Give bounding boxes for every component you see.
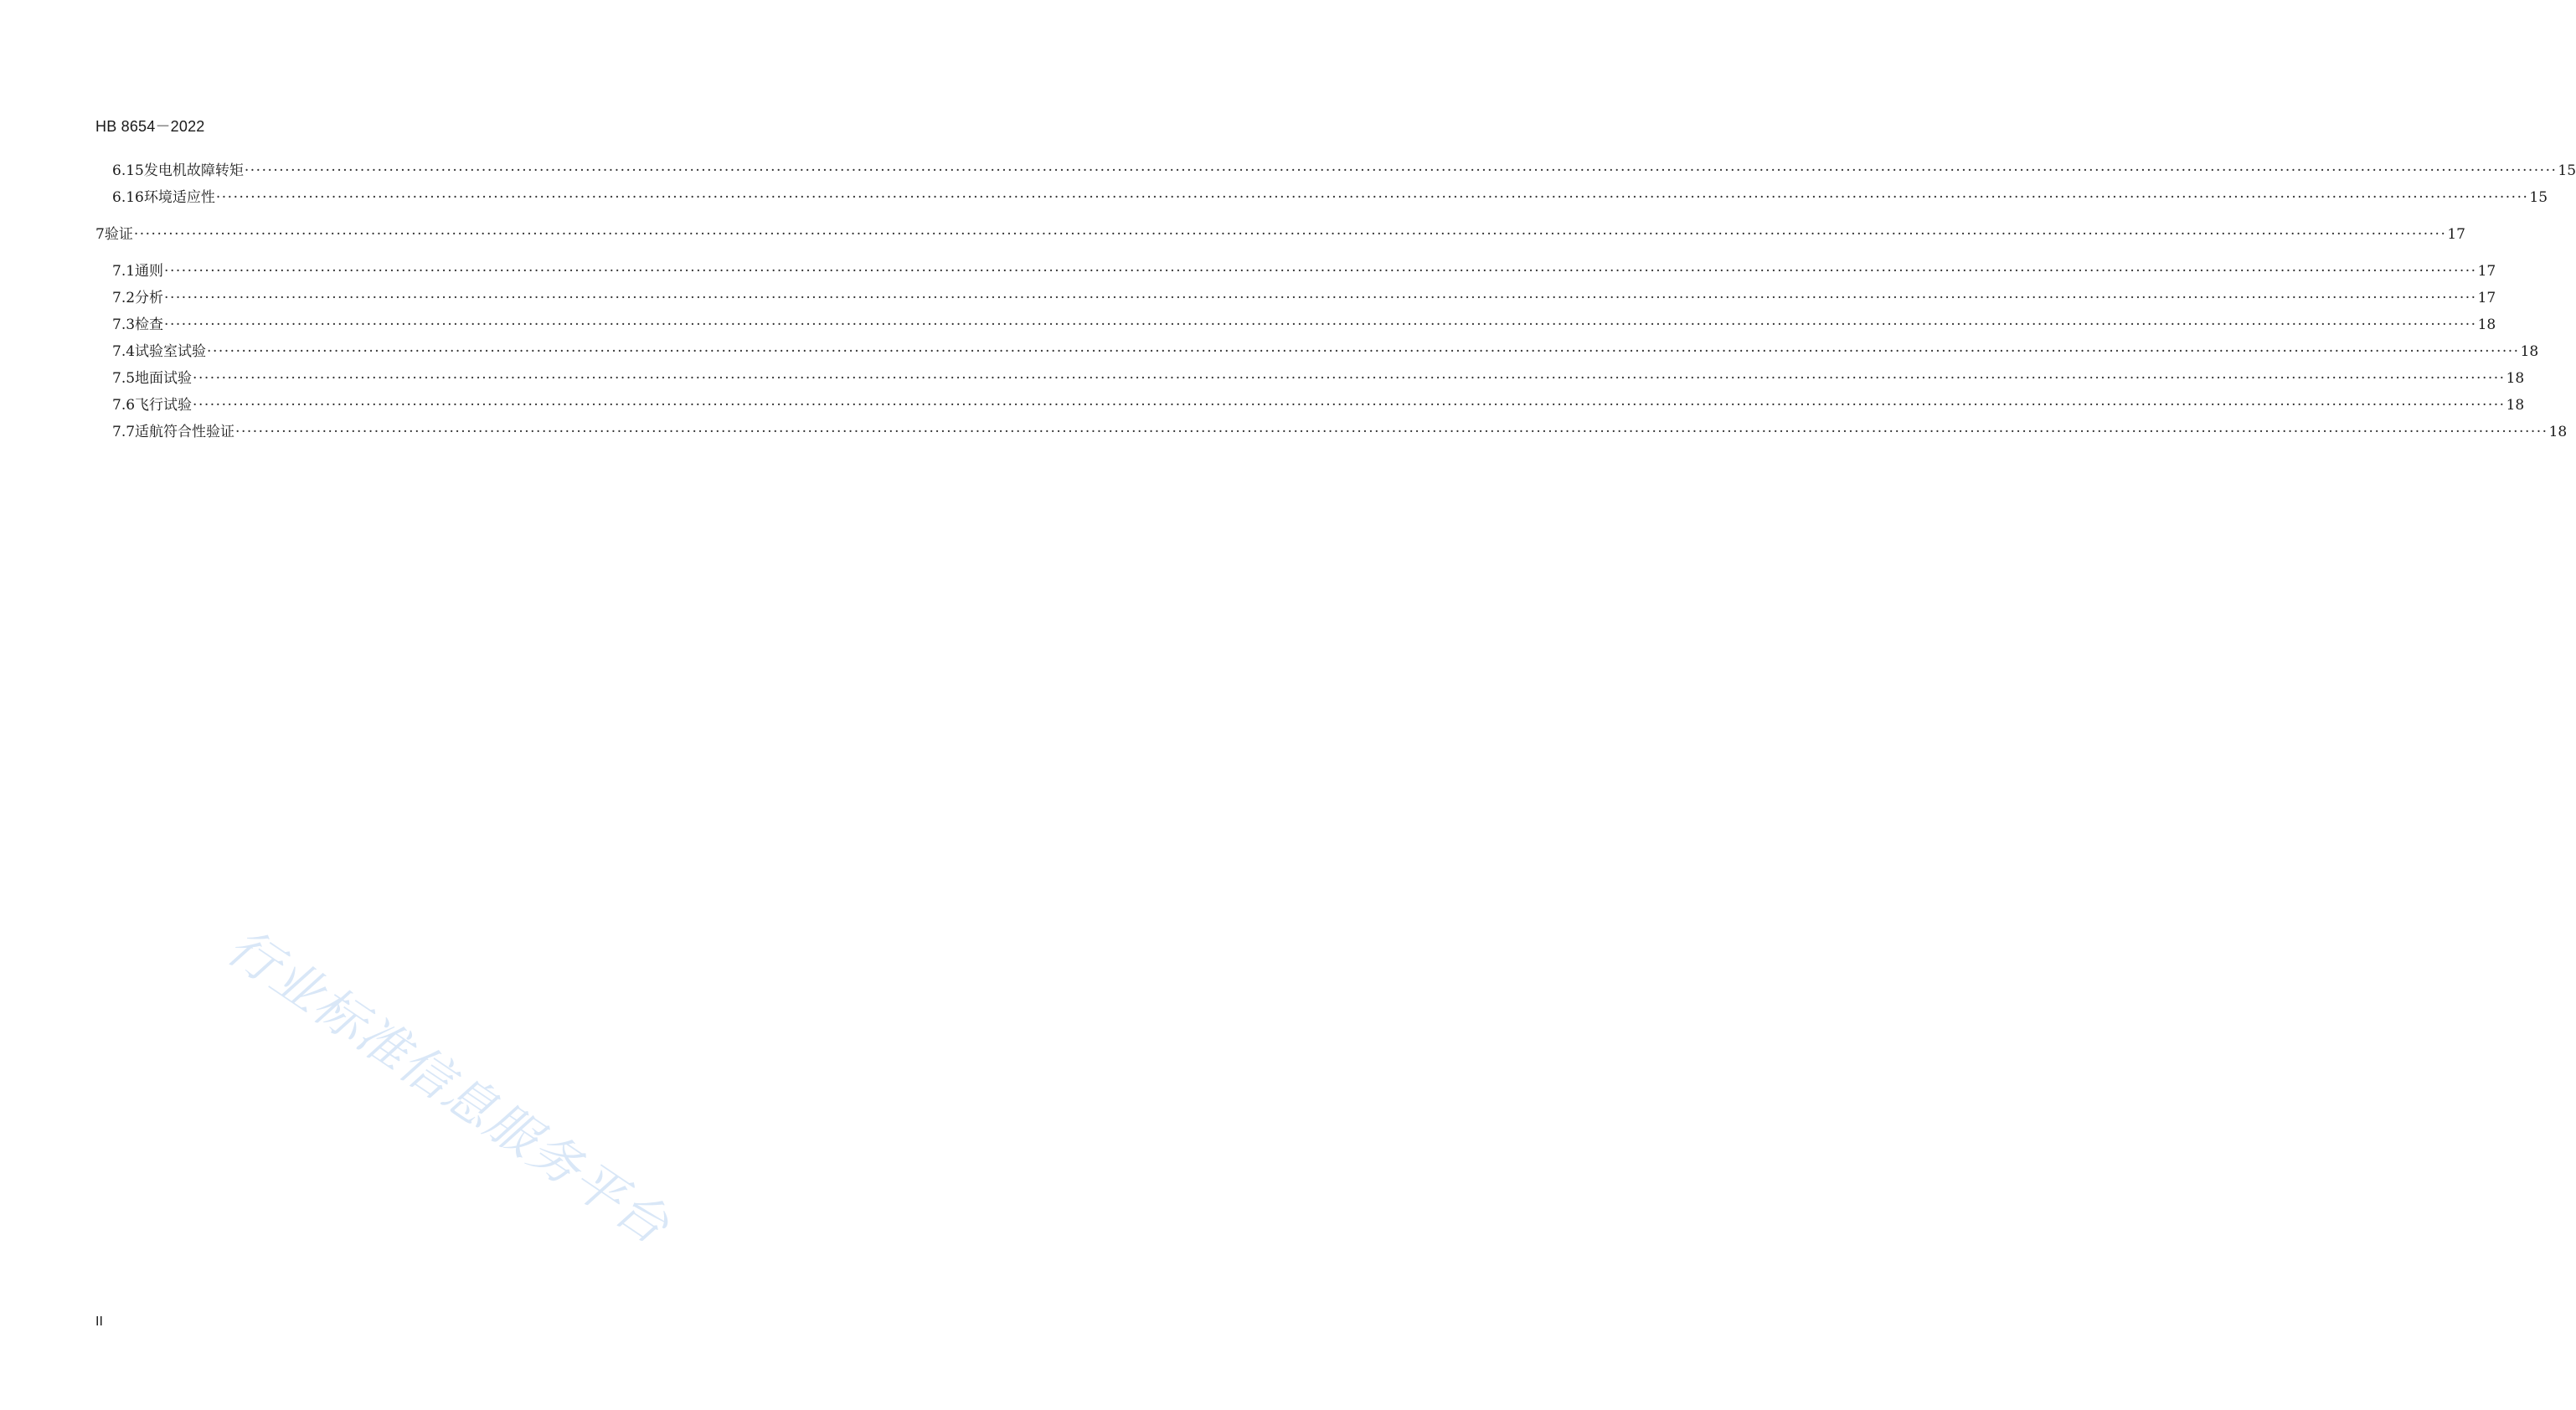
toc-leader-dots: ················································································································································································································································································································································································································ xyxy=(193,397,2506,414)
toc-number: 7.5 xyxy=(112,370,136,387)
toc-title: 适航符合性验证 xyxy=(135,424,235,440)
toc-number: 7.7 xyxy=(112,424,136,440)
toc-leader-dots: ················································································································································································································································································································································································································ xyxy=(164,316,2477,333)
toc-title: 通则 xyxy=(135,263,164,280)
toc-number: 7.4 xyxy=(112,343,136,360)
toc-number: 7.3 xyxy=(112,316,136,333)
toc-page-number: 18 xyxy=(2477,316,2496,333)
toc-title: 发电机故障转矩 xyxy=(143,162,244,179)
toc-number: 7.2 xyxy=(112,290,136,306)
page-number: II xyxy=(95,1315,103,1329)
toc-entry[interactable] xyxy=(112,289,2496,307)
toc-page-number: 18 xyxy=(2506,370,2525,387)
toc-page-number: 17 xyxy=(2447,226,2465,243)
toc-title: 地面试验 xyxy=(135,370,193,387)
toc-title: 飞行试验 xyxy=(135,397,193,414)
toc-number: 7 xyxy=(95,226,105,243)
toc-title: 试验室试验 xyxy=(135,343,207,360)
toc-leader-dots: ················································································································································································································································································································································································································ xyxy=(164,290,2477,306)
toc-entry[interactable] xyxy=(112,369,2525,388)
toc-leader-dots: ················································································································································································································································································································································································································ xyxy=(133,226,2447,243)
toc-page-number: 15 xyxy=(2529,189,2548,206)
toc-title: 验证 xyxy=(104,226,133,243)
toc-entry[interactable] xyxy=(112,423,2568,441)
toc-page-number: 15 xyxy=(2558,162,2576,179)
toc-page-number: 18 xyxy=(2548,424,2568,440)
toc-number: 7.1 xyxy=(112,263,136,280)
toc-page-number: 17 xyxy=(2477,263,2496,280)
toc-leader-dots: ················································································································································································································································································································································································································ xyxy=(193,370,2506,387)
toc-page-number: 18 xyxy=(2520,343,2539,360)
toc-number: 6.16 xyxy=(112,189,144,206)
toc-number: 7.6 xyxy=(112,397,136,414)
toc-title: 分析 xyxy=(135,290,164,306)
toc-entry[interactable] xyxy=(112,316,2496,334)
toc-entry[interactable] xyxy=(95,225,2465,244)
toc-entry[interactable] xyxy=(112,342,2539,361)
document-id: HB 8654－2022 xyxy=(95,118,205,135)
toc-leader-dots: ················································································································································································································································································································································································································ xyxy=(207,343,2520,360)
toc-page-number: 18 xyxy=(2506,397,2525,414)
toc-entry[interactable] xyxy=(112,262,2496,280)
toc-title: 检查 xyxy=(135,316,164,333)
toc-entry[interactable] xyxy=(112,396,2525,414)
toc-entry[interactable] xyxy=(112,162,2576,180)
watermark: 行业标准信息服务平台 xyxy=(216,917,680,1257)
toc-leader-dots: ················································································································································································································································································································································································································ xyxy=(235,424,2548,440)
toc-title: 环境适应性 xyxy=(143,189,215,206)
toc-number: 6.15 xyxy=(112,162,144,179)
toc-page-number: 17 xyxy=(2477,290,2496,306)
toc-leader-dots: ················································································································································································································································································································································································································ xyxy=(244,162,2558,179)
toc-leader-dots: ················································································································································································································································································································································································································ xyxy=(164,263,2477,280)
toc-entry[interactable] xyxy=(112,188,2548,207)
toc-leader-dots: ················································································································································································································································································································································································································ xyxy=(215,189,2529,206)
